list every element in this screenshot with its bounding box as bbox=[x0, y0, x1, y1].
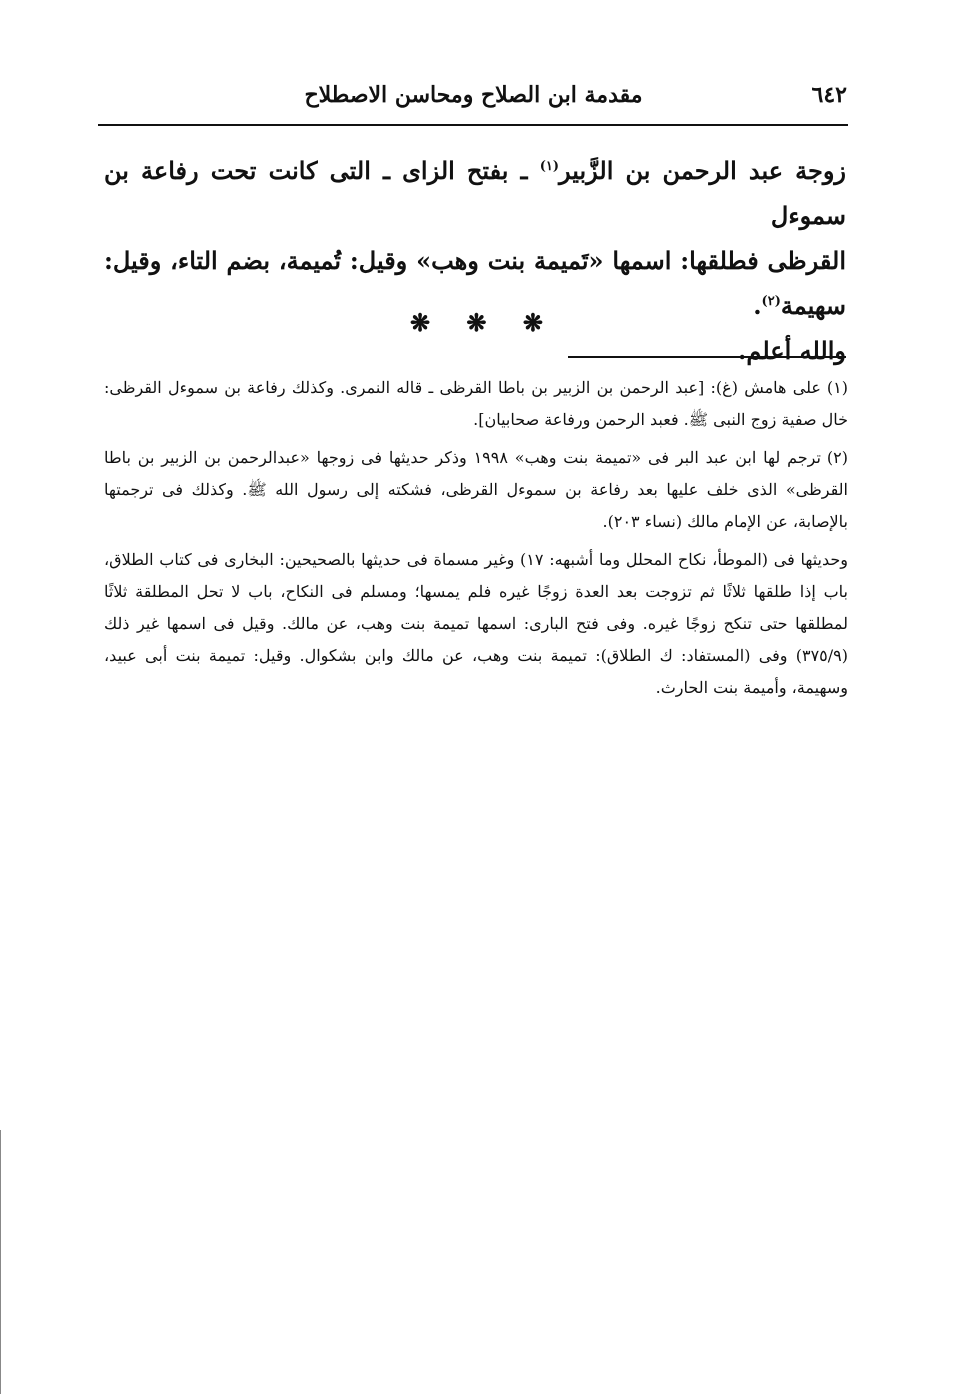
footnote-reference-2: (٢) bbox=[761, 294, 781, 309]
footnote-1-marker: (١) bbox=[826, 378, 848, 397]
main-text-line-2-start: القرظى فطلقها: اسمها «تَميمة بنت وهب» وقيل: تُميمة، بضم التاء، وقيل: سهيمة bbox=[104, 246, 846, 320]
footnote-reference-1: (١) bbox=[539, 159, 559, 174]
main-text-line-1 bbox=[104, 148, 846, 238]
section-separator: ❋ ❋ ❋ bbox=[409, 308, 558, 337]
page-number: ٦٤٢ bbox=[811, 82, 847, 108]
main-text-line-1-start: زوجة عبد الرحمن بن الزَّبير bbox=[559, 156, 846, 185]
header-rule bbox=[98, 124, 848, 126]
footnote-2-continuation-text: وحديثها فى (الموطأ، نكاح المحلل وما أشبهه: ١٧) وغير مسماة فى حديثها بالصحيحين: البخارى فى كتاب الطلاق، باب إذا طلقها ثلاثًا ثم تزوجت بعد العدة زوجًا غيره فلم يمسها؛ ومسلم فى النكاح، باب لا تحل المطلقة ثلاثًا لمطلقها حتى تنكح زوجًا غيره. وفى فتح البارى: اسمها تميمة بنت وهب، عن مالك. وقيل فى اسمها غير ذلك (٣٧٥/٩) وفى (المستفاد: ك الطلاق): تميمة بنت وهب، عن مالك وابن بشكوال. وقيل: تميمة بنت أبى عبيد، وسهيمة، وأميمة بنت الحارث. bbox=[104, 550, 849, 697]
footnote-2-continuation bbox=[104, 544, 848, 704]
scan-edge-line bbox=[0, 1130, 1, 1394]
running-title: مقدمة ابن الصلاح ومحاسن الاصطلاح bbox=[304, 82, 643, 108]
main-text-line-1-end: ـ بفتح الزاى ـ التى كانت تحت رفاعة بن سموءل bbox=[104, 156, 846, 230]
footnote-2-marker: (٢) bbox=[826, 448, 848, 467]
footnote-rule bbox=[568, 356, 846, 358]
footnote-2 bbox=[104, 442, 848, 538]
footnote-1 bbox=[104, 372, 848, 436]
main-text-line-2-end: . bbox=[753, 291, 762, 320]
main-text bbox=[104, 148, 846, 373]
footnote-2-text: ترجم لها ابن عبد البر فى «تميمة بنت وهب» ١٩٩٨ وذكر حديثها فى زوجها «عبدالرحمن بن الزبير بن باطا القرظى» الذى خلف عليها بعد رفاعة بن سموءل القرظى، فشكته إلى رسول الله ﷺ. وكذلك فى ترجمتها بالإصابة، عن الإمام مالك (نساء ٢٠٣). bbox=[104, 448, 848, 531]
main-text-line-3: والله أعلم. bbox=[738, 336, 846, 365]
page-header bbox=[100, 80, 847, 120]
footnote-1-text: على هامش (غ): [عبد الرحمن بن الزبير بن باطا القرظى ـ قاله النمرى. وكذلك رفاعة بن سموءل القرظى: خال صفية زوج النبى ﷺ. فعبد الرحمن ورفاعة صحابيان]. bbox=[104, 378, 848, 429]
footnotes bbox=[104, 372, 848, 710]
